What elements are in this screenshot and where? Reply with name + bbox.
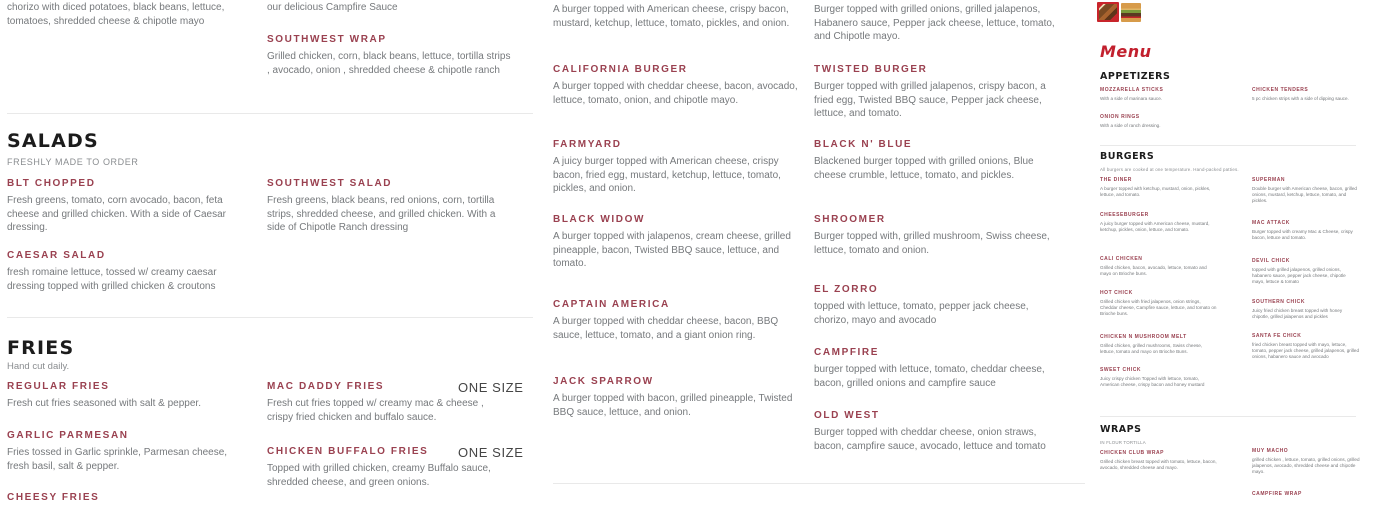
- menu-item-chicken-n-mushroom-melt: [1100, 334, 1218, 355]
- item-description: A burger topped with cheddar cheese, bacon, BBQ sauce, lettuce, tomato, and a giant onion ring.: [553, 316, 779, 341]
- item-description: Burger topped with, grilled mushroom, Swiss cheese, lettuce, tomato and onion.: [814, 231, 1050, 256]
- item-title: MUY MACHO: [1252, 448, 1289, 454]
- one-size-label: ONE SIZE: [458, 445, 524, 460]
- item-description: grilled chicken , lettuce, tomato, grilled onions, grilled jalapenos, avocado, shredded cheese and chipotle mayo.: [1252, 456, 1360, 475]
- wraps-tagline: IN FLOUR TORTILLA: [1100, 440, 1146, 445]
- item-title: CAMPFIRE: [814, 347, 880, 358]
- menu-item-hot-chick: [1100, 290, 1218, 318]
- section-divider: [7, 113, 533, 114]
- menu-item-sweet-chick: [1100, 367, 1218, 388]
- wrap-description-fragment: chorizo with diced potatoes, black beans, lettuce, tomatoes, shredded cheese & chipotle mayo: [7, 2, 225, 27]
- menu-item-campfire: [814, 347, 1066, 390]
- one-size-label: ONE SIZE: [458, 380, 524, 395]
- burger-photo-thumbnail[interactable]: [1121, 3, 1141, 22]
- item-description: Double burger with American cheese, bacon, grilled onions, mustard, ketchup, lettuce, tomato, and pickles.: [1252, 185, 1357, 204]
- burgers-tagline: All burgers are cooked at one temperature. Hand-packed patties.: [1100, 167, 1239, 172]
- item-description: Fresh greens, black beans, red onions, corn, tortilla strips, shredded cheese, and grilled chicken. With a side of Chipotle Ranch dressing: [267, 195, 496, 233]
- item-description: burger topped with lettuce, tomato, cheddar cheese, bacon, grilled onions and campfire sauce: [814, 364, 1045, 389]
- menu-item-superman: [1252, 177, 1359, 205]
- item-description: Burger topped with creamy Mac & Cheese, crispy bacon, lettuce and tomato.: [1252, 228, 1353, 240]
- menu-item-jack-sparrow: [553, 376, 805, 419]
- item-description: Grilled chicken, grilled mushrooms, Swiss cheese, lettuce, tomato and mayo on Brioche Buns.: [1100, 342, 1203, 354]
- item-title: CAMPFIRE WRAP: [1252, 491, 1302, 497]
- item-title: CHEESY FRIES: [7, 492, 100, 503]
- menu-page-title: Menu: [1100, 42, 1152, 61]
- section-divider: [1100, 416, 1356, 417]
- item-description: Grilled chicken, bacon, avocado, lettuce, tomato and mayo on Brioche buns.: [1100, 264, 1207, 276]
- section-divider: [7, 317, 533, 318]
- menu-item-southwest-salad: [267, 178, 512, 235]
- menu-item-southern-chick: [1252, 299, 1359, 320]
- menu-item-blt-chopped: [7, 178, 252, 235]
- item-description: Blackened burger topped with grilled onions, Blue cheese crumble, lettuce, tomato, and pickles.: [814, 156, 1034, 181]
- item-title: THE DINER: [1100, 177, 1132, 183]
- fries-section-heading: FRIES: [7, 337, 75, 359]
- menu-item-onion-rings: [1100, 114, 1240, 129]
- item-title: SUPERMAN: [1252, 177, 1286, 183]
- burgers-section-heading: BURGERS: [1100, 151, 1155, 162]
- item-title: MOZZARELLA STICKS: [1100, 87, 1164, 93]
- item-description: Grilled chicken, corn, black beans, lettuce, tortilla strips , avocado, onion , shredded cheese & chipotle ranch: [267, 51, 511, 76]
- menu-item-shroomer: [814, 214, 1066, 257]
- item-description: A burger topped with ketchup, mustard, onion, pickles, lettuce, and tomato.: [1100, 185, 1211, 197]
- menu-item-burger-desc-cutoff: [814, 3, 1066, 44]
- item-description: fresh romaine lettuce, tossed w/ creamy caesar dressing topped with grilled chicken & croutons: [7, 267, 217, 292]
- menu-item-devil-chick: [1252, 258, 1359, 286]
- item-title: BLT CHOPPED: [7, 178, 96, 189]
- item-title: MAC DADDY FRIES: [267, 381, 385, 392]
- item-title: BLACK WIDOW: [553, 214, 646, 225]
- item-title: TWISTED BURGER: [814, 64, 928, 75]
- salads-tagline: FRESHLY MADE TO ORDER: [7, 157, 139, 167]
- item-description: Fries tossed in Garlic sprinkle, Parmesan cheese, fresh basil, salt & pepper.: [7, 447, 228, 472]
- menu-item-old-west: [814, 410, 1066, 453]
- item-title: SOUTHWEST WRAP: [267, 34, 387, 45]
- menu-item-the-diner: [1100, 177, 1218, 198]
- menu-item-cali-chicken: [1100, 256, 1218, 277]
- item-title: DEVIL CHICK: [1252, 258, 1290, 264]
- food-photo-thumbnail[interactable]: [1097, 2, 1119, 22]
- menu-item-garlic-parmesan: [7, 430, 252, 473]
- item-title: SANTA FE CHICK: [1252, 333, 1302, 339]
- item-description: Fresh cut fries seasoned with salt & pepper.: [7, 398, 201, 409]
- item-title: CAESAR SALAD: [7, 250, 106, 261]
- item-description: 5 pc chicken strips with a side of dipping sauce.: [1252, 95, 1349, 101]
- item-description: Grilled chicken with fried jalapenos, onion strings, Cheddar cheese, Campfire sauce, lettuce, and tomato on Brioche buns.: [1100, 298, 1217, 317]
- menu-item-cheesy-fries: [7, 492, 252, 508]
- menu-item-southwest-wrap: [267, 34, 512, 77]
- menu-item-black-n-blue: [814, 139, 1066, 182]
- item-title: ONION RINGS: [1100, 114, 1140, 120]
- item-title: BLACK N' BLUE: [814, 139, 913, 150]
- item-title: CAPTAIN AMERICA: [553, 299, 670, 310]
- item-description: Burger topped with grilled jalapenos, crispy bacon, a fried egg, Twisted BBQ sauce, Pepper jack cheese, lettuce, and tomato.: [814, 81, 1046, 119]
- menu-item-farmyard: [553, 139, 805, 196]
- item-title: CHEESEBURGER: [1100, 212, 1149, 218]
- section-divider: [553, 483, 1085, 484]
- item-title: OLD WEST: [814, 410, 880, 421]
- item-title: CHICKEN N MUSHROOM MELT: [1100, 334, 1187, 340]
- menu-item-el-zorro: [814, 284, 1066, 327]
- menu-item-mozzarella-sticks: [1100, 87, 1240, 102]
- menu-item-captain-america: [553, 299, 805, 342]
- menu-item-chicken-tenders: [1252, 87, 1367, 102]
- menu-item-california-burger: [553, 64, 805, 107]
- wraps-section-heading: WRAPS: [1100, 424, 1142, 435]
- item-description: Juicy crispy chicken Topped with lettuce, tomato, American cheese, crispy bacon and honey mustard: [1100, 375, 1205, 387]
- item-title: HOT CHICK: [1100, 290, 1133, 296]
- menu-item-santa-fe-chick: [1252, 333, 1359, 361]
- item-description: A juicy burger topped with American cheese, crispy bacon, fried egg, mustard, ketchup, lettuce, tomato, pickles, and onion.: [553, 156, 781, 194]
- item-title: SOUTHWEST SALAD: [267, 178, 393, 189]
- item-description: With a side of ranch dressing.: [1100, 122, 1161, 128]
- menu-item-burger-desc-cutoff: [553, 3, 805, 30]
- item-title: CALI CHICKEN: [1100, 256, 1143, 262]
- item-title: SHROOMER: [814, 214, 886, 225]
- menu-item-mac-attack: [1252, 220, 1359, 241]
- item-title: CHICKEN BUFFALO FRIES: [267, 446, 429, 457]
- item-description: Burger topped with cheddar cheese, onion straws, bacon, campfire sauce, avocado, lettuce and tomato: [814, 427, 1046, 452]
- item-title: JACK SPARROW: [553, 376, 654, 387]
- item-title: CHICKEN TENDERS: [1252, 87, 1309, 93]
- menu-item-regular-fries: [7, 381, 252, 411]
- item-description: Fresh cut fries topped w/ creamy mac & cheese , crispy fried chicken and buffalo sauce.: [267, 398, 484, 423]
- item-description: A juicy burger topped with American cheese, mustard, ketchup, pickles, onion, lettuce, and tomato.: [1100, 220, 1210, 232]
- section-divider: [1100, 145, 1356, 146]
- item-title: CHICKEN CLUB WRAP: [1100, 450, 1165, 456]
- menu-item-campfire-wrap: [1252, 491, 1364, 500]
- menu-item-chicken-club-wrap: [1100, 450, 1230, 471]
- item-title: FARMYARD: [553, 139, 622, 150]
- menu-item-muy-macho: [1252, 448, 1364, 476]
- item-title: GARLIC PARMESAN: [7, 430, 129, 441]
- salads-section-heading: SALADS: [7, 130, 99, 152]
- item-description: A burger topped with cheddar cheese, bacon, avocado, lettuce, tomato, onion, and chipotle mayo.: [553, 81, 798, 106]
- menu-item-twisted-burger: [814, 64, 1066, 121]
- item-title: CALIFORNIA BURGER: [553, 64, 688, 75]
- item-description: A burger topped with American cheese, crispy bacon, mustard, ketchup, lettuce, tomato, pickles, and onion.: [553, 4, 790, 29]
- item-description: A burger topped with bacon, grilled pineapple, Twisted BBQ sauce, lettuce, and onion.: [553, 393, 793, 418]
- item-description: Grilled chicken breast topped with tomato, lettuce, bacon, avocado, shredded cheese and mayo.: [1100, 458, 1217, 470]
- item-title: MAC ATTACK: [1252, 220, 1290, 226]
- menu-item-caesar-salad: [7, 250, 252, 293]
- item-title: EL ZORRO: [814, 284, 879, 295]
- fries-tagline: Hand cut daily.: [7, 361, 70, 372]
- item-description: A burger topped with jalapenos, cream cheese, grilled pineapple, bacon, Twisted BBQ sauce, lettuce, and tomato.: [553, 231, 791, 269]
- item-description: Burger topped with grilled onions, grilled jalapenos, Habanero sauce, Pepper jack cheese, lettuce, tomato, and Chipotle mayo.: [814, 4, 1055, 42]
- wrap-description-fragment: our delicious Campfire Sauce: [267, 2, 398, 13]
- appetizers-section-heading: APPETIZERS: [1100, 71, 1171, 82]
- item-description: Topped with grilled chicken, creamy Buffalo sauce, shredded cheese, and green onions.: [267, 463, 491, 488]
- item-description: Juicy fried chicken breast topped with honey chipotle, grilled jalapenos and pickles: [1252, 307, 1343, 319]
- menu-item-cheeseburger: [1100, 212, 1218, 233]
- item-description: With a side of marinara sauce.: [1100, 95, 1163, 101]
- item-description: topped with grilled jalapenos, grilled onions, habanero sauce, pepper jack cheese, chipotle mayo, lettuce & tomato: [1252, 266, 1346, 285]
- item-title: SOUTHERN CHICK: [1252, 299, 1305, 305]
- item-description: topped with lettuce, tomato, pepper jack cheese, chorizo, mayo and avocado: [814, 301, 1029, 326]
- item-description: fried chicken breast topped with mayo, lettuce, tomato, pepper jack cheese, grilled jalapenos, grilled onions, habanero sauce and avocado: [1252, 341, 1359, 360]
- menu-item-black-widow: [553, 214, 805, 271]
- item-title: SWEET CHICK: [1100, 367, 1142, 373]
- item-description: Fresh greens, tomato, corn avocado, bacon, feta cheese and grilled chicken. With a side of Caesar dressing.: [7, 195, 227, 233]
- item-title: REGULAR FRIES: [7, 381, 110, 392]
